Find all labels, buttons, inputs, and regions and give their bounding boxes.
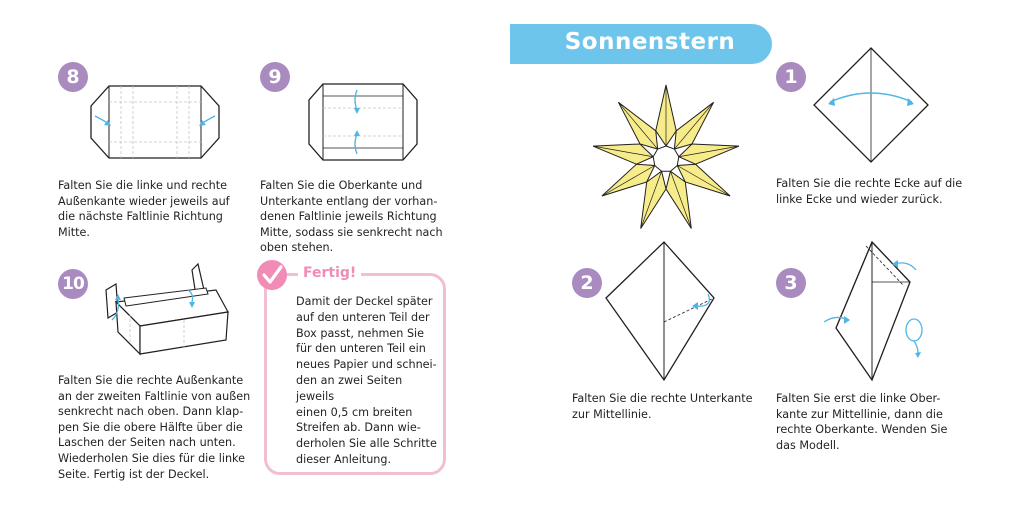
step-3-text: Falten Sie erst die linke Ober- kante zur Mittellinie, dann die rechte Oberkante. Wenden Sie das Modell. [776,392,948,452]
step-10-number: 10 [58,269,88,299]
step-1-text: Falten Sie die rechte Ecke auf die linke Ecke und wieder zurück. [776,177,963,206]
fertig-label: Fertig! [298,262,361,284]
step-3-number: 3 [776,268,806,298]
star-crease [618,102,657,149]
step-8-text: Falten Sie die linke und rechte Außenkante wieder jeweils auf die nächste Faltlinie Richtung Mitte. [58,179,230,239]
step-9-text: Falten Sie die Oberkante und Unterkante entlang der vorhan- denen Faltlinie jeweils Richtung Mitte, sodass sie senkrecht nach oben stehen. [260,179,443,255]
step-1-number: 1 [776,62,806,92]
star-center [653,146,679,171]
star-point [679,144,739,164]
star-crease [674,102,713,149]
step-9-diagram [305,80,420,164]
sonnenstern-illustration [586,84,746,234]
check-icon [257,260,287,290]
step-2-text: Falten Sie die rechte Unterkante zur Mittellinie. [572,392,753,421]
step-9-number: 9 [260,62,290,92]
step-10-diagram [96,262,236,362]
step-8-diagram [85,82,225,162]
step-2-number: 2 [572,268,602,298]
star-point [593,144,653,164]
step-8-number: 8 [58,62,88,92]
step-1-diagram [812,46,930,164]
fertig-text: Damit der Deckel später auf den unteren Teil der Box passt, nehmen Sie für den unteren Teil ein neues Papier und schnei- den an zwei Seiten jeweils einen 0,5 cm breiten Streifen ab. Dann wie- derholen Sie alle Schritte dieser Anleitung. [296,295,437,466]
step-2-diagram [604,240,716,382]
turn-over-icon [906,319,922,358]
page-title: Sonnenstern [564,29,736,55]
step-10-text: Falten Sie die rechte Außenkante an der zweiten Faltlinie von außen senkrecht nach oben. Dann klap- pen Sie die obere Hälfte über die Laschen der Seiten nach unten. Wiederholen Sie dies für die linke Seite. Fertig ist der Deckel. [58,374,251,481]
step-3-diagram [818,240,938,382]
